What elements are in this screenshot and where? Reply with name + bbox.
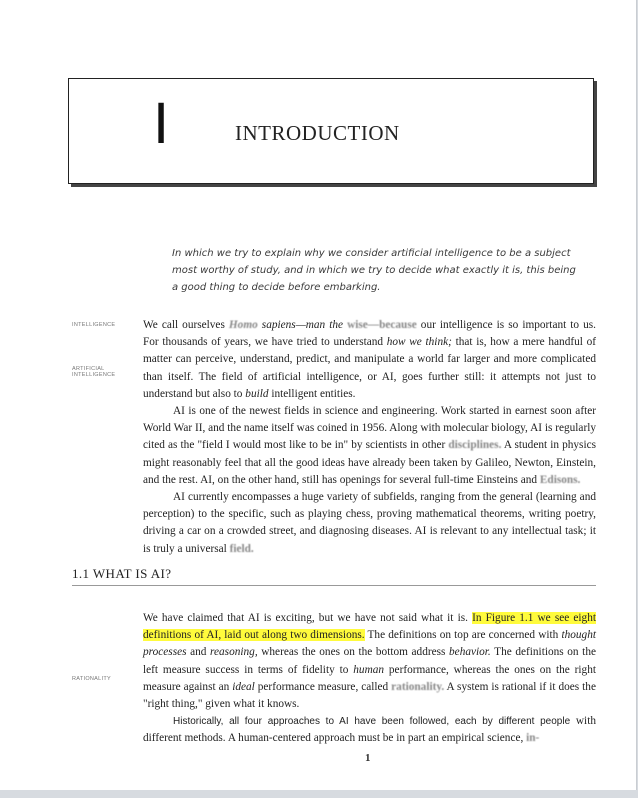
paragraph — [143, 713, 596, 747]
section-text — [143, 610, 596, 748]
text-italic: ideal — [232, 680, 255, 693]
paragraph — [143, 610, 596, 713]
text: A system is rational if it does the "right thing," given what it knows. — [143, 680, 596, 711]
text-italic: human — [353, 663, 385, 676]
text: performance measure, called — [254, 680, 392, 693]
chapter-title: INTRODUCTION — [235, 121, 400, 145]
chapter-header-box — [68, 78, 594, 184]
text: AI currently encompasses a huge variety of subfields, ranging from the general (learning and perception) to the specific, such as playing chess, proving mathematical theorems, writing poetry, driving a car on a crowded street, and diagnosing diseases. AI is relevant to any intellectual task; it is truly a universal — [143, 491, 596, 555]
text: A student in physics might reasonably feel that all the good ideas have already been taken by Galileo, Newton, Einstein, and the rest. AI, on the other hand, still has openings for several full-time Einsteins and — [143, 439, 596, 486]
page-number: 1 — [365, 752, 371, 764]
text: whereas the ones on the bottom address — [257, 646, 450, 659]
text: AI is one of the newest fields in science and engineering. Work started in earnest soon after World War II, and the name itself was coined in 1956. Along with molecular biology, AI is regularly cited as the "field I would most like to be in" by scientists in other — [143, 405, 596, 452]
text: that is, how a mere handful of matter can perceive, understand, predict, and manipulate a world far larger and more complicated than itself. The field of artificial intelligence, or AI, goes further still: it attempts not just to understand but also to — [143, 336, 596, 400]
highlighted-text: In Figure 1.1 we see eight definitions of AI, laid out along two dimensions. — [143, 612, 596, 642]
text-blurred: wise—because — [347, 319, 417, 331]
margin-note-artificial-intelligence — [72, 366, 115, 378]
margin-note-intelligence: INTELLIGENCE — [72, 322, 116, 328]
text-italic: how we think; — [386, 336, 452, 349]
text: The definitions on top are concerned with — [364, 629, 562, 642]
paragraph — [143, 317, 596, 403]
text: We call ourselves — [143, 319, 229, 331]
text: our intelligence is so important to us. For thousands of years, we have tried to understand — [143, 319, 596, 349]
text-blurred: field. — [229, 542, 254, 555]
intro-text — [143, 317, 596, 558]
text-blurred: rationality. — [391, 680, 445, 693]
text-italic: thought processes — [143, 629, 596, 659]
chapter-number: I — [153, 91, 170, 156]
margin-note-line: INTELLIGENCE — [72, 372, 116, 378]
text: performance, whereas the ones on the right measure against an — [143, 663, 596, 693]
text-italic: reasoning, — [210, 646, 258, 659]
text: intelligent entities. — [268, 387, 356, 400]
margin-note-rationality: RATIONALITY — [72, 676, 111, 682]
paragraph — [143, 403, 596, 489]
text-blurred: Homo — [228, 319, 258, 331]
text-blurred: in- — [526, 732, 540, 745]
section-heading: 1.1 WHAT IS AI? — [72, 566, 596, 586]
text-blurred: Edisons. — [539, 473, 581, 486]
text: and — [186, 646, 211, 659]
margin-note-line: ARTIFICIAL — [72, 366, 105, 372]
text: sapiens—man the — [257, 319, 348, 331]
text: with different methods. A human-centered approach must be in part an empirical science, — [143, 715, 596, 745]
paragraph — [143, 489, 596, 558]
text-italic: build — [245, 387, 269, 400]
text: We have claimed that AI is exciting, but we have not said what it is. — [143, 612, 473, 624]
text: Historically, all four approaches to AI have been followed, each by different people — [173, 716, 571, 728]
chapter-epigraph: In which we try to explain why we consider artificial intelligence to be a subject most worthy of study, and in which we try to decide what exactly it is, this being a good thing to decide before embarking. — [172, 248, 576, 293]
text-italic: behavior. — [449, 646, 491, 659]
text-blurred: disciplines. — [448, 439, 502, 452]
text: The definitions on the left measure success in terms of fidelity to — [143, 646, 596, 676]
